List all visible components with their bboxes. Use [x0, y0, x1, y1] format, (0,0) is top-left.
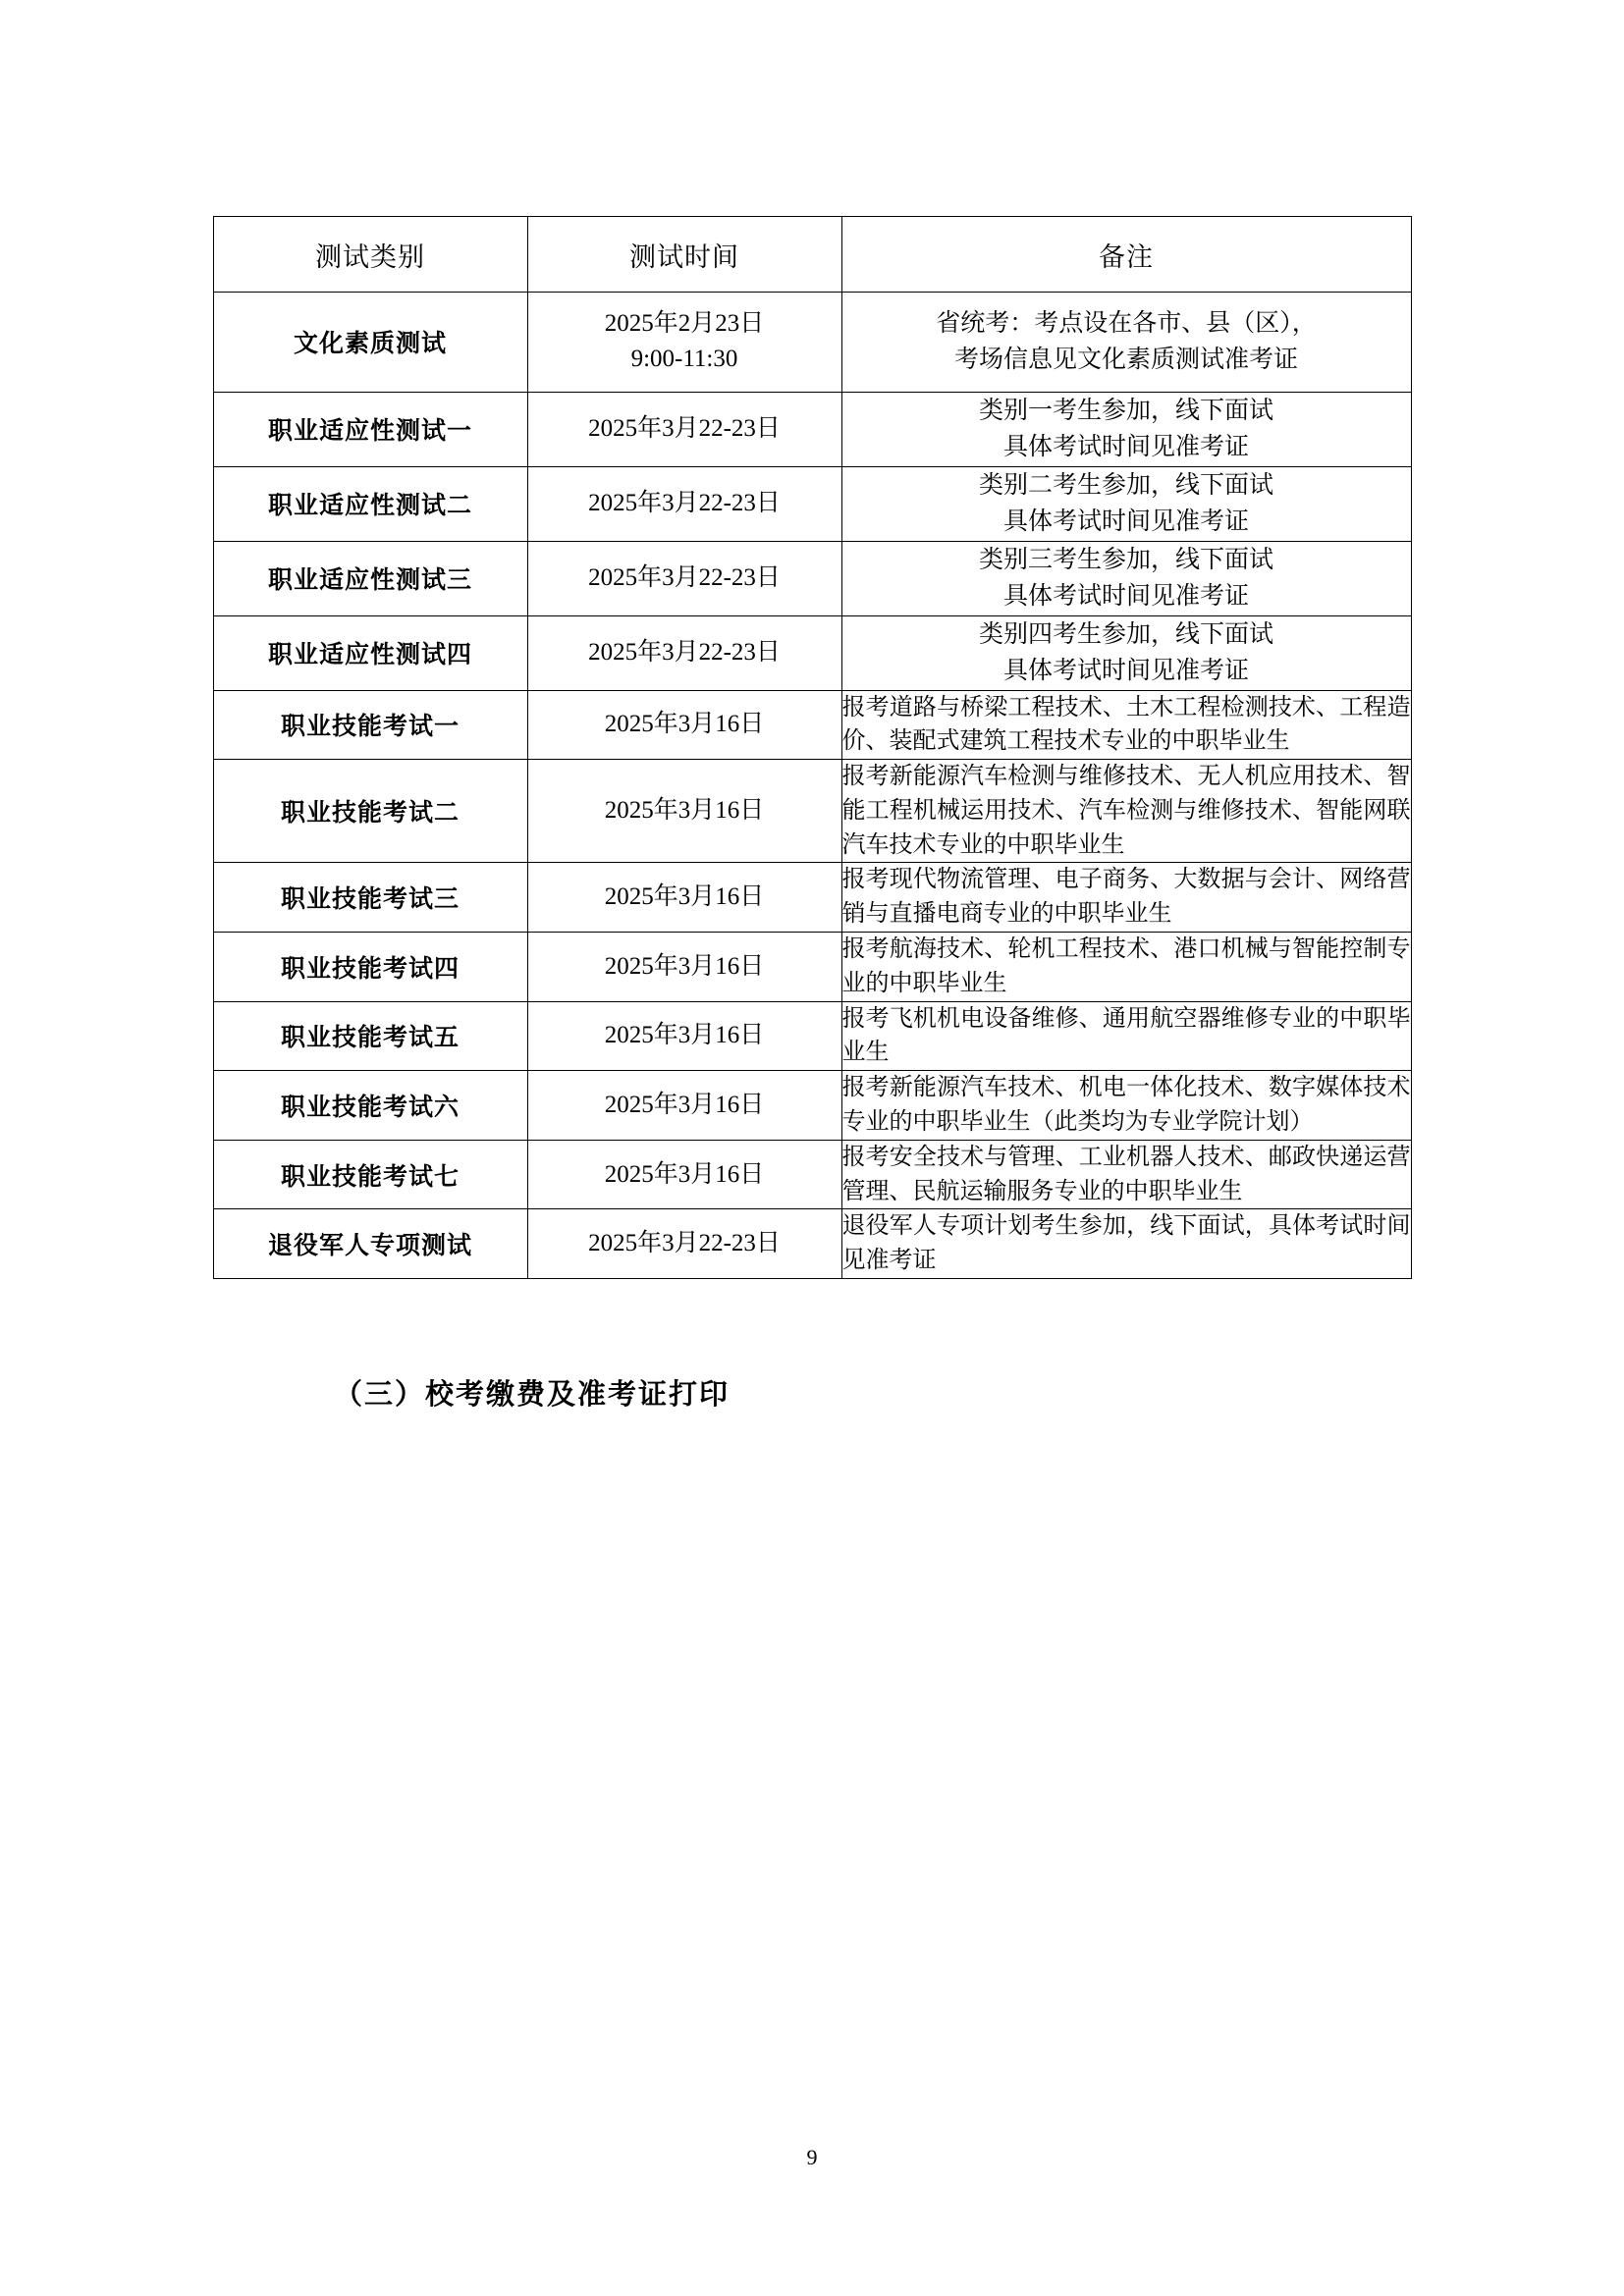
- cell-category: 职业技能考试七: [213, 1140, 527, 1209]
- cell-note: 报考新能源汽车技术、机电一体化技术、数字媒体技术专业的中职毕业生（此类均为专业学院计划）: [841, 1071, 1411, 1141]
- cell-category: 职业适应性测试二: [213, 466, 527, 541]
- cell-category: 职业技能考试二: [213, 760, 527, 863]
- note-line: 省统考：考点设在各市、县（区），: [936, 309, 1317, 337]
- cell-time: 2025年3月16日: [527, 690, 841, 760]
- cell-time: 2025年3月22-23日: [527, 466, 841, 541]
- table-row: [213, 541, 1411, 615]
- cell-category: 职业适应性测试一: [213, 392, 527, 466]
- cell-category: 职业适应性测试四: [213, 615, 527, 690]
- exam-schedule-table: [213, 216, 1412, 1279]
- note-line: 具体考试时间见准考证: [1002, 658, 1249, 684]
- cell-note: [841, 541, 1411, 615]
- column-header-category: 测试类别: [213, 217, 527, 293]
- cell-time: 2025年3月22-23日: [527, 392, 841, 466]
- cell-note: [841, 392, 1411, 466]
- table-row: [213, 933, 1411, 1002]
- cell-note: [841, 293, 1411, 393]
- note-line: 类别二考生参加，线下面试: [978, 471, 1273, 499]
- cell-category: 职业技能考试一: [213, 690, 527, 760]
- note-line: 具体考试时间见准考证: [1002, 434, 1249, 460]
- cell-time: 2025年3月22-23日: [527, 615, 841, 690]
- cell-category: 退役军人专项测试: [213, 1209, 527, 1279]
- table-row: [213, 1071, 1411, 1141]
- cell-category: 职业技能考试三: [213, 863, 527, 933]
- cell-category: 职业技能考试六: [213, 1071, 527, 1141]
- table-row: [213, 1001, 1411, 1071]
- table-row: [213, 1140, 1411, 1209]
- cell-note: 报考安全技术与管理、工业机器人技术、邮政快递运营管理、民航运输服务专业的中职毕业生: [841, 1140, 1411, 1209]
- column-header-note: 备注: [841, 217, 1411, 293]
- note-line: 类别三考生参加，线下面试: [978, 546, 1273, 573]
- table-row: [213, 863, 1411, 933]
- cell-category: 职业适应性测试三: [213, 541, 527, 615]
- cell-time: 2025年3月16日: [527, 1071, 841, 1141]
- cell-note: 报考飞机机电设备维修、通用航空器维修专业的中职毕业生: [841, 1001, 1411, 1071]
- cell-note: 报考航海技术、轮机工程技术、港口机械与智能控制专业的中职毕业生: [841, 933, 1411, 1002]
- column-header-time: 测试时间: [527, 217, 841, 293]
- cell-note: 报考道路与桥梁工程技术、土木工程检测技术、工程造价、装配式建筑工程技术专业的中职毕业生: [841, 690, 1411, 760]
- table-row: [213, 1209, 1411, 1279]
- cell-time: 2025年3月22-23日: [527, 541, 841, 615]
- cell-time: 2025年3月16日: [527, 1140, 841, 1209]
- table-row: [213, 690, 1411, 760]
- note-line: 类别四考生参加，线下面试: [978, 620, 1273, 648]
- cell-note: [841, 615, 1411, 690]
- cell-category: 文化素质测试: [213, 293, 527, 393]
- section-title: （三）校考缴费及准考证打印: [334, 1379, 731, 1412]
- cell-category: 职业技能考试四: [213, 933, 527, 1002]
- note-line: 具体考试时间见准考证: [1002, 508, 1249, 535]
- table-header-row: [213, 217, 1411, 293]
- cell-time: 2025年3月22-23日: [527, 1209, 841, 1279]
- cell-note: 退役军人专项计划考生参加，线下面试，具体考试时间见准考证: [841, 1209, 1411, 1279]
- table-row: [213, 615, 1411, 690]
- note-line: 类别一考生参加，线下面试: [978, 397, 1273, 424]
- cell-time: 2025年3月16日: [527, 1001, 841, 1071]
- page-number: 9: [806, 2145, 818, 2169]
- cell-time: [527, 293, 841, 393]
- cell-time: 2025年3月16日: [527, 863, 841, 933]
- cell-time: 2025年3月16日: [527, 933, 841, 1002]
- table-row: [213, 392, 1411, 466]
- table-row: [213, 293, 1411, 393]
- time-line: 9:00-11:30: [630, 346, 738, 373]
- note-line: 考场信息见文化素质测试准考证: [953, 347, 1298, 374]
- cell-note: 报考现代物流管理、电子商务、大数据与会计、网络营销与直播电商专业的中职毕业生: [841, 863, 1411, 933]
- cell-category: 职业技能考试五: [213, 1001, 527, 1071]
- time-line: 2025年2月23日: [604, 310, 765, 337]
- cell-note: [841, 466, 1411, 541]
- cell-note: 报考新能源汽车检测与维修技术、无人机应用技术、智能工程机械运用技术、汽车检测与维修技术、智能网联汽车技术专业的中职毕业生: [841, 760, 1411, 863]
- note-line: 具体考试时间见准考证: [1002, 583, 1249, 610]
- cell-time: 2025年3月16日: [527, 760, 841, 863]
- table-row: [213, 760, 1411, 863]
- table-row: [213, 466, 1411, 541]
